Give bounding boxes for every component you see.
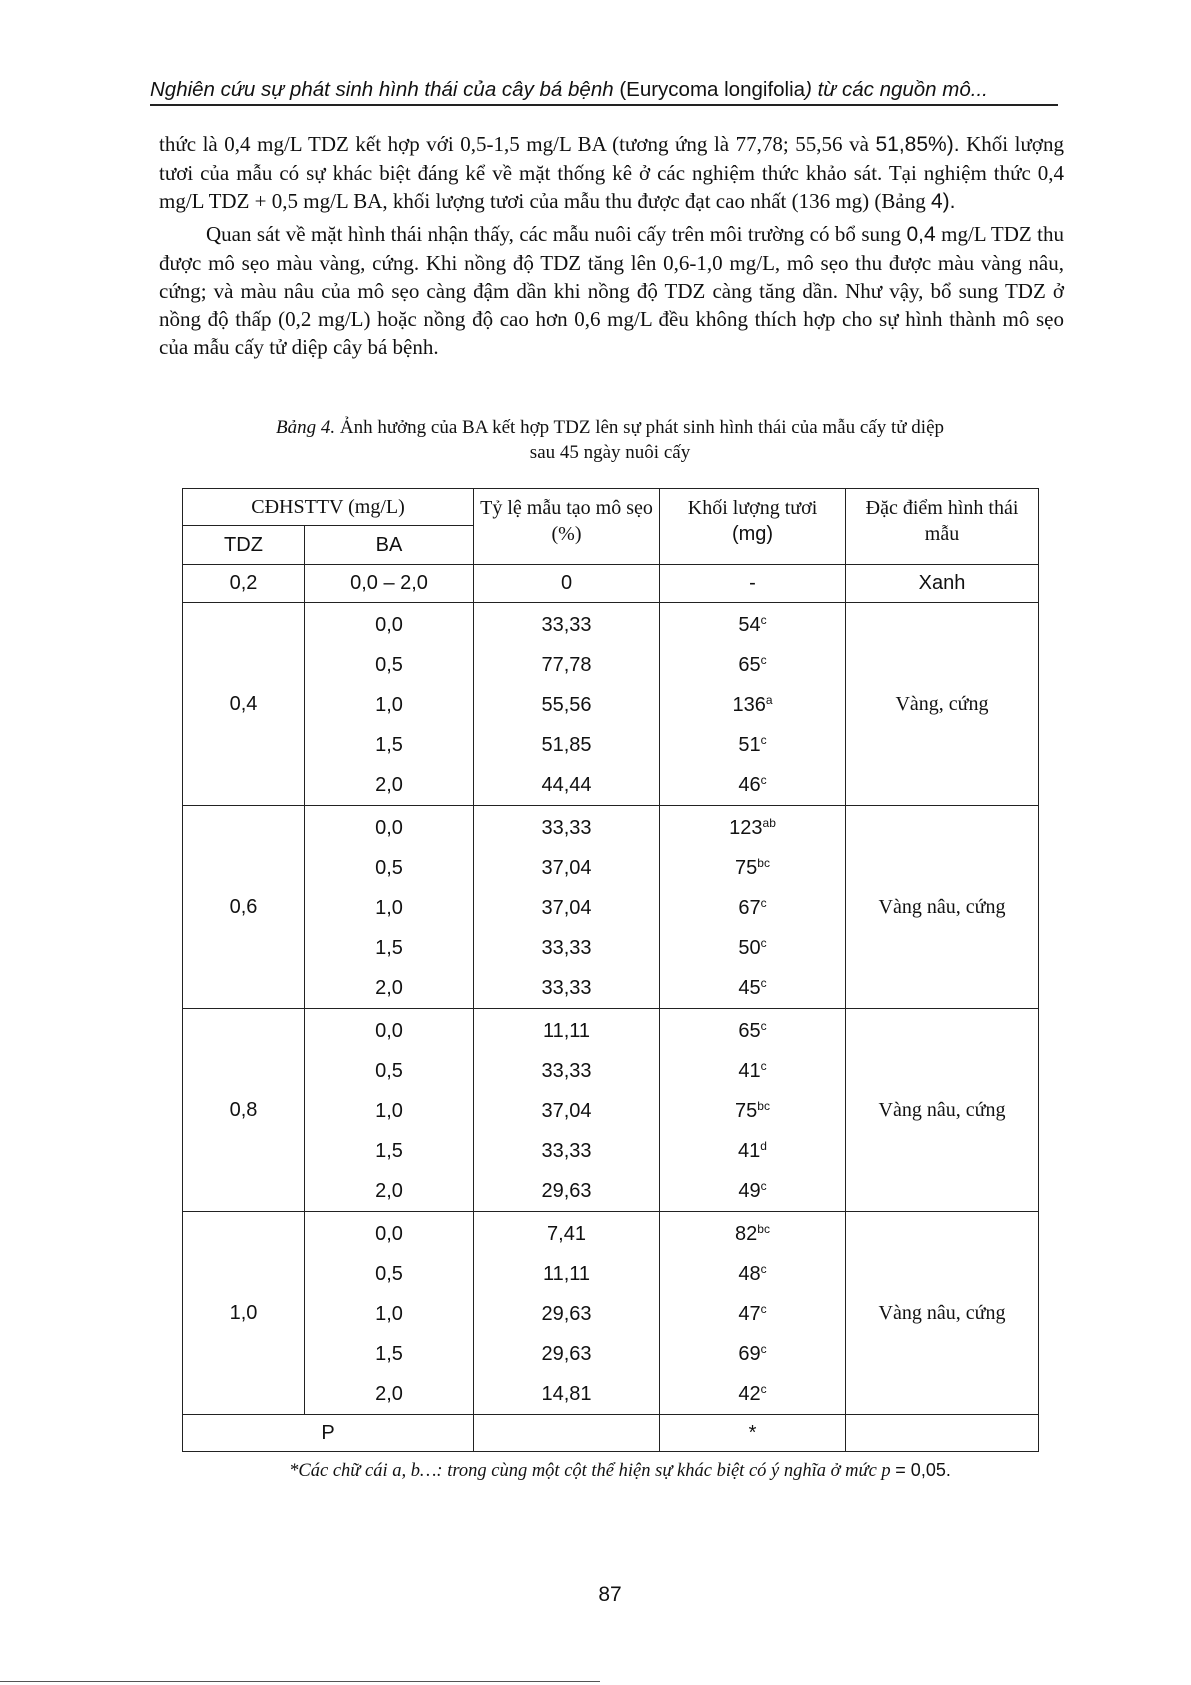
results-table (182, 488, 1039, 1452)
significance-letter: c (760, 733, 767, 747)
table-value: 44,44 (541, 774, 592, 796)
table-value: 2,0 (375, 774, 403, 796)
header-title: Nghiên cứu sự phát sinh hình thái của cây bá bệnh (150, 78, 620, 101)
tdz-cell: 1,0 (183, 1212, 305, 1415)
tdz-cell: 0,4 (183, 603, 305, 806)
table-value: 65$^c$ (738, 1019, 767, 1042)
morph-cell: Xanh (846, 565, 1039, 603)
significance-letter: c (760, 653, 767, 667)
table-value: 48$^c$ (738, 1262, 767, 1285)
table-value: 33,33 (541, 937, 592, 959)
table-value: 45$^c$ (738, 976, 767, 999)
table-value: 136$^a$ (732, 693, 773, 716)
table-value: 29,63 (541, 1303, 592, 1325)
header-morphology: Đặc điểm hình thái mẫu (846, 489, 1039, 565)
table-value: 51,85 (541, 734, 592, 756)
table-value: 1,5 (375, 734, 403, 756)
header-mass: Khối lượng tươi (mg) (660, 489, 846, 565)
header-title-end: ) từ các nguồn mô... (805, 78, 988, 101)
morph-cell: Vàng nâu, cứng (846, 1212, 1039, 1415)
paragraph-2: Quan sát về mặt hình thái nhận thấy, các mẫu nuôi cấy trên môi trường có bổ sung 0,4 mg/L TDZ thu được mô sẹo màu vàng, cứng. Khi nồng độ TDZ tăng lên 0,6-1,0 mg/L, mô sẹo thu được màu vàng nâu, cứng; và màu nâu của mô sẹo càng đậm dần khi nồng độ TDZ càng tăng dần. Như vậy, bổ sung TDZ ở nồng độ thấp (0,2 mg/L) hoặc nồng độ cao hơn 0,6 mg/L đều không thích hợp cho sự hình thành mô sẹo của mẫu cấy tử diệp cây bá bệnh. (159, 222, 1065, 359)
table-value: 2,0 (375, 977, 403, 999)
header-rate: Tỷ lệ mẫu tạo mô sẹo (%) (474, 489, 660, 565)
table-value: 0,0 (375, 817, 403, 839)
rate-column (474, 603, 660, 806)
header-divider (150, 104, 1058, 106)
table-value: 42$^c$ (738, 1382, 767, 1405)
ba-column (305, 603, 474, 806)
table-value: 11,11 (542, 1020, 591, 1042)
table-value: 55,56 (541, 694, 592, 716)
tdz-cell: 0,2 (183, 565, 305, 603)
morph-cell: Vàng nâu, cứng (846, 806, 1039, 1009)
table-value: 33,33 (541, 977, 592, 999)
ba-column (305, 1212, 474, 1415)
rate-column (474, 806, 660, 1009)
significance-letter: c (760, 1262, 767, 1276)
significance-letter: c (760, 1019, 767, 1033)
table-value: 41$^d$ (738, 1139, 767, 1162)
table-value: 1,5 (375, 1140, 403, 1162)
table-value: 11,11 (542, 1263, 591, 1285)
table-value: 1,5 (375, 937, 403, 959)
table-row-group (183, 1009, 1039, 1212)
p-rate-cell (474, 1415, 660, 1452)
table-value: 37,04 (541, 857, 592, 879)
table-value: 67$^c$ (738, 896, 767, 919)
significance-letter: ab (762, 816, 776, 830)
significance-letter: c (760, 773, 767, 787)
table-value: 33,33 (541, 614, 592, 636)
table-value: $75^{bc}$ (735, 1099, 770, 1122)
header-cdhsttv: CĐHSTTV (mg/L) (183, 489, 474, 526)
table-value: 7,41 (547, 1223, 586, 1245)
table-value: 41$^c$ (738, 1059, 767, 1082)
significance-letter: bc (757, 856, 770, 870)
table-value: 51$^c$ (738, 733, 767, 756)
table-row-group (183, 1212, 1039, 1415)
significance-letter: c (760, 976, 767, 990)
morph-cell: Vàng, cứng (846, 603, 1039, 806)
caption-label: Bảng 4. (275, 417, 336, 438)
table-value: 77,78 (541, 654, 592, 676)
table-value: 50$^c$ (738, 936, 767, 959)
table-value: 1,0 (375, 1100, 403, 1122)
mass-column (660, 1009, 846, 1212)
significance-letter: c (760, 1179, 767, 1193)
caption-line-2: sau 45 ngày nuôi cấy (529, 442, 691, 463)
running-header (150, 78, 1050, 102)
significance-letter: bc (757, 1099, 770, 1113)
table-value: 1,0 (375, 897, 403, 919)
table-value: 0,5 (375, 857, 403, 879)
table-value: 2,0 (375, 1383, 403, 1405)
table-value: 46$^c$ (738, 773, 767, 796)
table-row-group (183, 806, 1039, 1009)
significance-letter: c (760, 1059, 767, 1073)
table-value: 65$^c$ (738, 653, 767, 676)
significance-letter: bc (757, 1222, 770, 1236)
table-row (183, 565, 1039, 603)
table-value: 33,33 (541, 1060, 592, 1082)
significance-letter: c (760, 896, 767, 910)
table-caption (160, 415, 1060, 465)
table-value: 37,04 (541, 897, 592, 919)
table-value: 0,0 (375, 614, 403, 636)
significance-letter: c (760, 613, 767, 627)
tdz-cell: 0,6 (183, 806, 305, 1009)
significance-letter: c (760, 1382, 767, 1396)
rate-cell: 0 (474, 565, 660, 603)
table-value: 47$^c$ (738, 1302, 767, 1325)
mass-cell: - (660, 565, 846, 603)
significance-letter: d (760, 1139, 767, 1153)
header-species: (Eurycoma longifolia (619, 78, 806, 101)
table-value: 69$^c$ (738, 1342, 767, 1365)
table-value: 1,5 (375, 1343, 403, 1365)
mass-column (660, 1212, 846, 1415)
ba-column (305, 1009, 474, 1212)
tdz-cell: 0,8 (183, 1009, 305, 1212)
paragraph-1: thức là 0,4 mg/L TDZ kết hợp với 0,5-1,5 mg/L BA (tương ứng là 77,78; 55,56 và 51,85%). Khối lượng tươi của mẫu có sự khác biệt đáng kể về mặt thống kê ở các nghiệm thức khảo sát. Tại nghiệm thức 0,4 mg/L TDZ + 0,5 mg/L BA, khối lượng tươi của mẫu thu được đạt cao nhất (136 mg) (Bảng 4). (159, 132, 1064, 213)
significance-letter: a (765, 693, 773, 707)
ba-cell: 0,0 – 2,0 (305, 565, 474, 603)
mass-column (660, 603, 846, 806)
table-value: 2,0 (375, 1180, 403, 1202)
morph-cell: Vàng nâu, cứng (846, 1009, 1039, 1212)
table-value: 37,04 (541, 1100, 592, 1122)
caption-text: Ảnh hưởng của BA kết hợp TDZ lên sự phát sinh hình thái của mẫu cấy tử diệp (335, 417, 945, 438)
body-text (159, 130, 1064, 361)
header-tdz: TDZ (183, 526, 305, 565)
table-value: $123^{ab}$ (729, 816, 776, 839)
header-row (183, 489, 1039, 526)
table-value: 33,33 (541, 1140, 592, 1162)
table-row-group (183, 603, 1039, 806)
ba-column (305, 806, 474, 1009)
p-value-row (183, 1415, 1039, 1452)
rate-column (474, 1212, 660, 1415)
table-value: 49$^c$ (738, 1179, 767, 1202)
p-label-cell: P (183, 1415, 474, 1452)
table-value: 0,5 (375, 1263, 403, 1285)
significance-letter: c (760, 1302, 767, 1316)
p-morph-cell (846, 1415, 1039, 1452)
table-value: 0,0 (375, 1223, 403, 1245)
table-value: 29,63 (541, 1343, 592, 1365)
table-value: 0,0 (375, 1020, 403, 1042)
table-value: 0,5 (375, 1060, 403, 1082)
rate-column (474, 1009, 660, 1212)
page-number: 87 (598, 1583, 622, 1606)
header-ba: BA (305, 526, 474, 565)
table-value: 29,63 (541, 1180, 592, 1202)
table-value: 1,0 (375, 694, 403, 716)
table-value: 1,0 (375, 1303, 403, 1325)
table-value: 14,81 (541, 1383, 592, 1405)
table-value: 54$^c$ (738, 613, 767, 636)
table-value: 33,33 (541, 817, 592, 839)
table-value: $75^{bc}$ (735, 856, 770, 879)
significance-letter: c (760, 1342, 767, 1356)
table-footnote: *Các chữ cái a, b…: trong cùng một cột thể hiện sự khác biệt có ý nghĩa ở mức p = 0,05. (289, 1460, 951, 1481)
table-value: 0,5 (375, 654, 403, 676)
p-mass-cell: * (660, 1415, 846, 1452)
significance-letter: c (760, 936, 767, 950)
table-value: $82^{bc}$ (735, 1222, 770, 1245)
mass-column (660, 806, 846, 1009)
footer-divider (0, 1681, 600, 1682)
